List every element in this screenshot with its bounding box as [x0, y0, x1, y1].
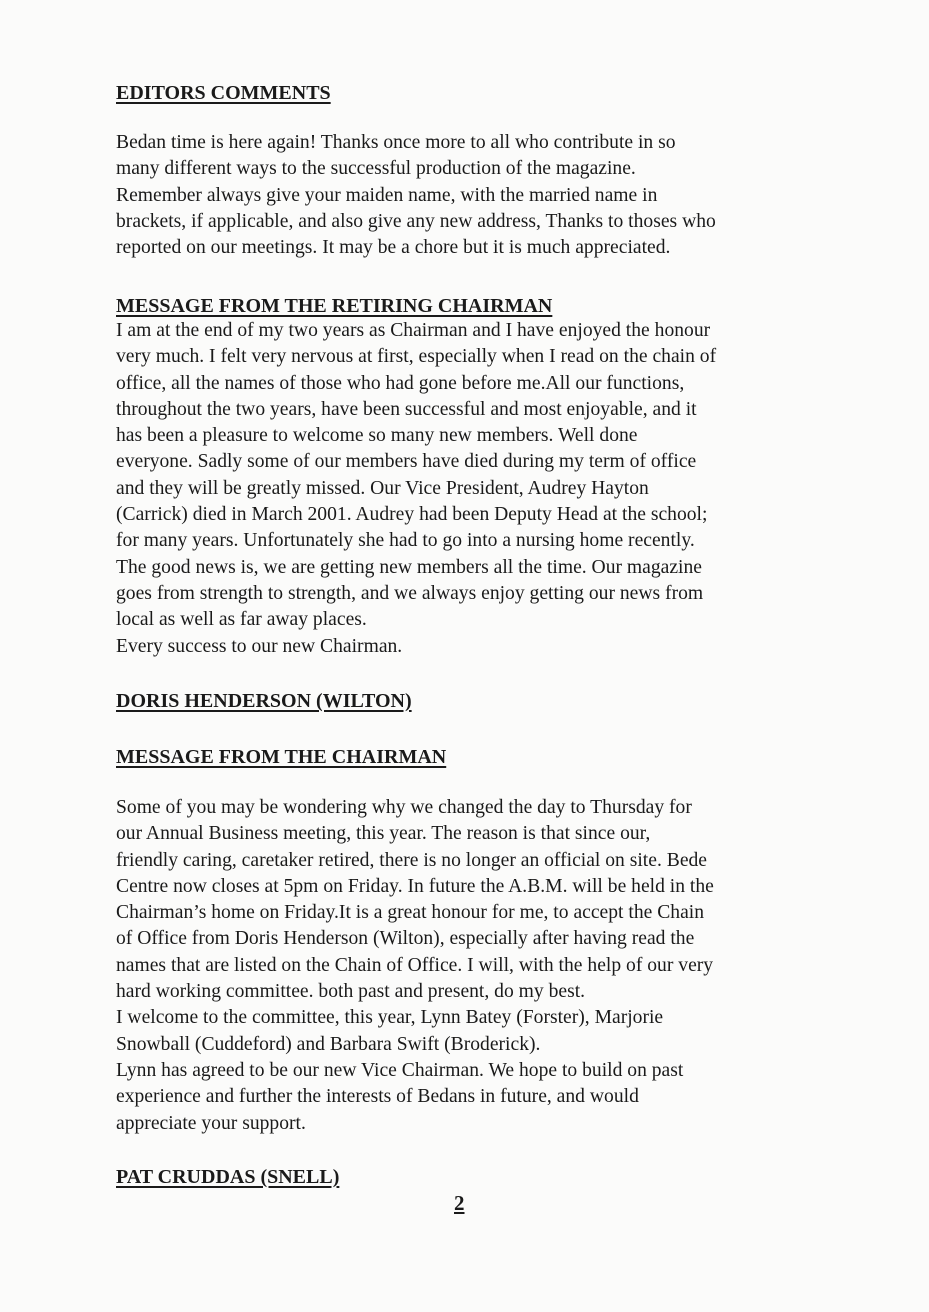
paragraph-line: friendly caring, caretaker retired, there is no longer an official on site. Bede	[116, 849, 708, 871]
paragraph-line: reported on our meetings. It may be a chore but it is much appreciated.	[116, 237, 671, 259]
retiring-chairman-section	[116, 293, 836, 660]
paragraph-line: Centre now closes at 5pm on Friday. In future the A.B.M. will be held in the	[116, 875, 714, 897]
paragraph-line: local as well as far away places.	[116, 609, 367, 631]
paragraph-line: I welcome to the committee, this year, Lynn Batey (Forster), Marjorie	[116, 1007, 664, 1029]
paragraph-line: experience and further the interests of Bedans in future, and would	[116, 1086, 639, 1108]
paragraph-line: for many years. Unfortunately she had to go into a nursing home recently.	[116, 530, 695, 552]
paragraph-line: Chairman’s home on Friday.It is a great honour for me, to accept the Chain	[116, 902, 705, 924]
paragraph-line: Remember always give your maiden name, with the married name in	[116, 184, 658, 206]
paragraph-line: I am at the end of my two years as Chairman and I have enjoyed the honour	[116, 320, 711, 341]
page-number: 2	[454, 1191, 465, 1215]
paragraph-line: goes from strength to strength, and we always enjoy getting our news from	[116, 582, 704, 604]
chairman-body	[116, 795, 836, 1137]
paragraph-line: very much. I felt very nervous at first, especially when I read on the chain of	[116, 346, 717, 368]
paragraph-line: brackets, if applicable, and also give any new address, Thanks to thoses who	[116, 210, 716, 232]
paragraph-line: The good news is, we are getting new members all the time. Our magazine	[116, 556, 702, 578]
paragraph-line: Every success to our new Chairman.	[116, 635, 403, 657]
paragraph-line: (Carrick) died in March 2001. Audrey had been Deputy Head at the school;	[116, 504, 708, 526]
paragraph-line: has been a pleasure to welcome so many new members. Well done	[116, 425, 638, 447]
paragraph-line: and they will be greatly missed. Our Vice President, Audrey Hayton	[116, 477, 649, 499]
paragraph-line: Some of you may be wondering why we changed the day to Thursday for	[116, 797, 692, 818]
paragraph-line: Snowball (Cuddeford) and Barbara Swift (Broderick).	[116, 1033, 541, 1055]
retiring-chairman-signature-block	[116, 688, 836, 714]
paragraph-line: of Office from Doris Henderson (Wilton), especially after having read the	[116, 928, 695, 950]
paragraph-line: names that are listed on the Chain of Office. I will, with the help of our very	[116, 954, 714, 976]
paragraph-line: hard working committee. both past and present, do my best.	[116, 981, 586, 1003]
paragraph-line: our Annual Business meeting, this year. The reason is that since our,	[116, 823, 651, 845]
paragraph-line: office, all the names of those who had gone before me.All our functions,	[116, 372, 685, 394]
chairman-signature-block	[116, 1164, 836, 1190]
retiring-chairman-signature: DORIS HENDERSON (WILTON)	[116, 690, 412, 712]
paragraph-line: many different ways to the successful production of the magazine.	[116, 158, 636, 180]
chairman-section	[116, 744, 836, 770]
retiring-chairman-heading: MESSAGE FROM THE RETIRING CHAIRMAN	[116, 295, 553, 317]
paragraph-line: appreciate your support.	[116, 1112, 306, 1134]
paragraph-line: everyone. Sadly some of our members have died during my term of office	[116, 451, 697, 473]
chairman-heading: MESSAGE FROM THE CHAIRMAN	[116, 746, 447, 768]
paragraph-line: throughout the two years, have been successful and most enjoyable, and it	[116, 398, 697, 420]
paragraph-line: Bedan time is here again! Thanks once more to all who contribute in so	[116, 132, 676, 153]
editors-comments-heading: EDITORS COMMENTS	[116, 82, 331, 104]
editors-comments-body	[116, 130, 836, 261]
chairman-signature: PAT CRUDDAS (SNELL)	[116, 1166, 340, 1188]
editors-comments-section	[116, 80, 836, 106]
paragraph-line: Lynn has agreed to be our new Vice Chairman. We hope to build on past	[116, 1059, 684, 1081]
